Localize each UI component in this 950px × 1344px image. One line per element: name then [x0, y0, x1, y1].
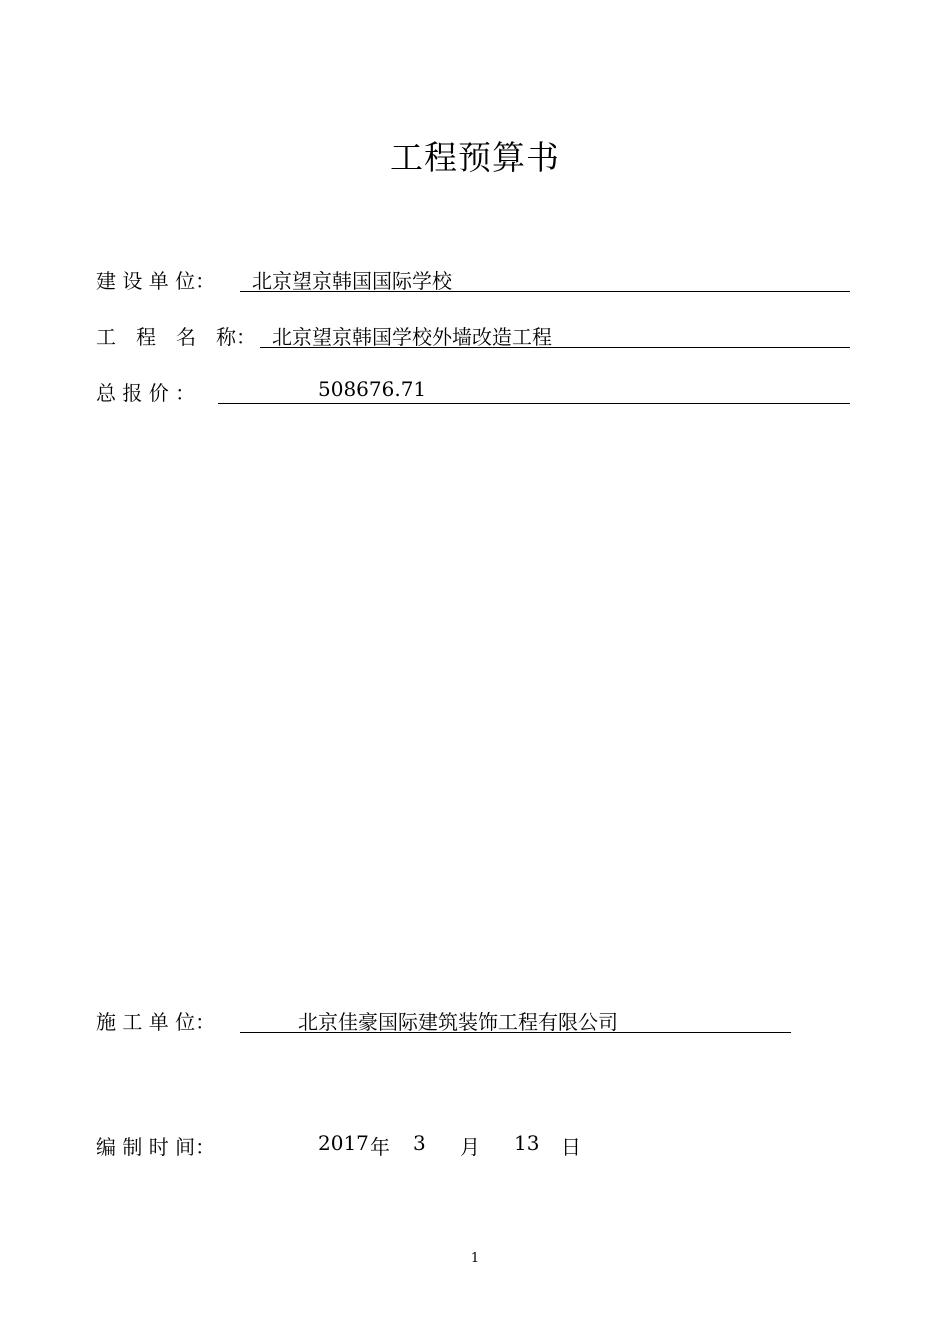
total-underline: [218, 403, 850, 404]
project-label: 工 程 名 称：: [96, 325, 256, 349]
date-month: 3: [413, 1131, 426, 1155]
project-underline: [260, 347, 850, 348]
contractor-underline: [240, 1032, 791, 1033]
client-value: 北京望京韩国国际学校: [252, 269, 452, 293]
date-label: 编 制 时 间：: [96, 1135, 216, 1159]
date-month-unit: 月: [460, 1135, 480, 1159]
date-day-unit: 日: [561, 1135, 581, 1159]
date-day: 13: [514, 1131, 540, 1155]
date-year-unit: 年: [370, 1135, 390, 1159]
client-underline: [240, 291, 850, 292]
date-year: 2017: [318, 1131, 369, 1155]
page-number: 1: [470, 1251, 480, 1266]
project-value: 北京望京韩国学校外墙改造工程: [272, 325, 552, 349]
total-value: 508676.71: [318, 377, 427, 401]
document-title: 工程预算书: [390, 138, 560, 177]
contractor-value: 北京佳豪国际建筑装饰工程有限公司: [298, 1010, 618, 1034]
client-label: 建 设 单 位：: [96, 269, 216, 293]
total-label: 总 报 价 ：: [96, 381, 196, 405]
contractor-label: 施 工 单 位：: [96, 1010, 216, 1034]
